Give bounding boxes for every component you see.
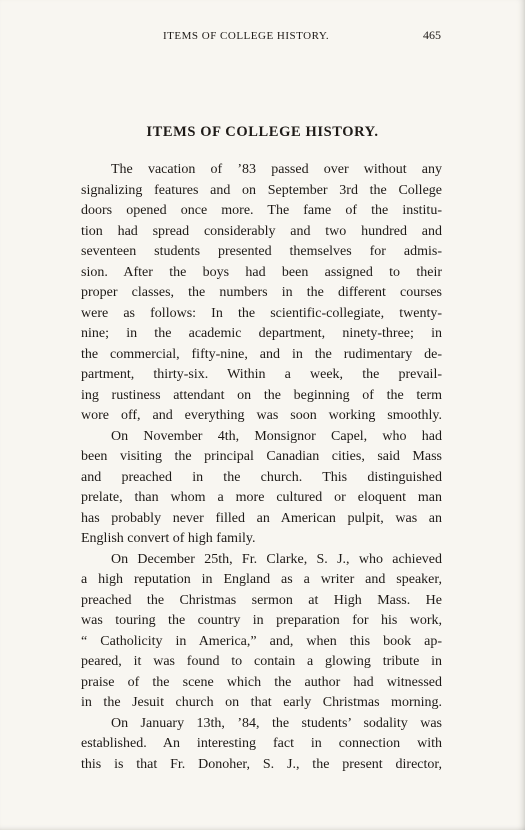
text-line: in the Jesuit church on that early Christmas morning. bbox=[81, 695, 442, 710]
text-line: a high reputation in England as a writer and speaker, bbox=[81, 572, 442, 587]
text-line: was touring the country in preparation for his work, bbox=[81, 613, 442, 628]
text-line: praise of the scene which the author had witnessed bbox=[81, 674, 442, 690]
text-line: The vacation of ’83 passed over without any bbox=[111, 162, 442, 177]
running-head: ITEMS OF COLLEGE HISTORY. bbox=[163, 30, 330, 42]
article-title: ITEMS OF COLLEGE HISTORY. bbox=[146, 124, 379, 140]
text-line: proper classes, the numbers in the different courses bbox=[81, 285, 442, 300]
text-line: ing rustiness attendant on the beginning of the term bbox=[81, 387, 442, 403]
text-line: wore off, and everything was soon working smoothly. bbox=[81, 408, 442, 423]
text-line: On November 4th, Monsignor Capel, who had bbox=[111, 428, 442, 444]
text-line: “ Catholicity in America,” and, when this book ap- bbox=[81, 633, 442, 649]
text-line: peared, it was found to contain a glowing tribute in bbox=[81, 654, 442, 669]
text-line: partment, thirty-six. Within a week, the prevail- bbox=[81, 367, 442, 382]
text-line: sion. After the boys had been assigned to their bbox=[81, 264, 442, 280]
text-line: were as follows: In the scientific-collegiate, twenty- bbox=[81, 305, 442, 321]
text-line: doors opened once more. The fame of the institu- bbox=[81, 203, 442, 218]
text-line: tion had spread considerably and two hundred and bbox=[81, 223, 442, 239]
article-body bbox=[81, 160, 442, 775]
text-line: has probably never filled an American pulpit, was an bbox=[81, 510, 442, 526]
text-line: nine; in the academic department, ninety-three; in bbox=[81, 326, 442, 341]
text-line: signalizing features and on September 3rd the College bbox=[81, 182, 442, 198]
text-line: prelate, than whom a more cultured or eloquent man bbox=[81, 490, 442, 505]
text-line: and preached in the church. This distinguished bbox=[81, 469, 442, 485]
text-line: preached the Christmas sermon at High Mass. He bbox=[81, 592, 442, 608]
text-line: the commercial, fifty-nine, and in the rudimentary de- bbox=[81, 346, 442, 362]
text-line: On December 25th, Fr. Clarke, S. J., who achieved bbox=[111, 551, 442, 567]
text-line: been visiting the principal Canadian cities, said Mass bbox=[81, 449, 442, 464]
text-line: On January 13th, ’84, the students’ sodality was bbox=[111, 715, 442, 731]
page-number: 465 bbox=[423, 28, 441, 42]
text-line: this is that Fr. Donoher, S. J., the present director, bbox=[81, 756, 442, 772]
text-line: seventeen students presented themselves for admis- bbox=[81, 244, 442, 259]
text-line: English convert of high family. bbox=[81, 531, 256, 546]
text-line: established. An interesting fact in connection with bbox=[81, 736, 442, 751]
